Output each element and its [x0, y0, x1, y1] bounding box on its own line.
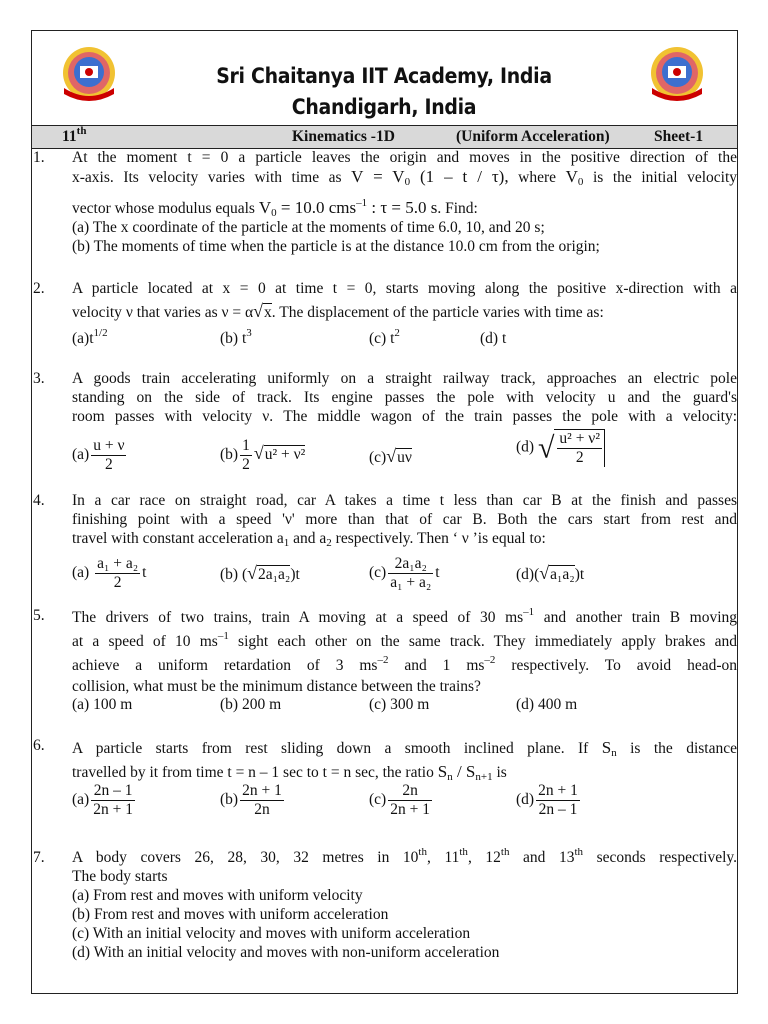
q6-option-c: (c) $\frac{2n}{2n + 1}$ [369, 782, 430, 818]
q4-option-b: (b) (√2a₁a₂)t [220, 563, 300, 583]
q5-option-a: (a) 100 m [72, 696, 133, 713]
q6-option-d: (d) $\frac{2n + 1}{2n - 1}$ [516, 782, 578, 818]
q5-option-c: (c) 300 m [369, 696, 430, 713]
q2-option-a: $(a)t^{1/2}$ [72, 327, 108, 347]
q6-option-a: (a) $\frac{2n - 1}{2n + 1}$ [72, 782, 133, 818]
q4-option-a: (a) $\frac{\text{a₁ + a₂}}{2}$ t [72, 555, 147, 591]
q2-option-d: (d) t [480, 330, 507, 347]
topic-label: Kinematics -1D [292, 128, 395, 145]
q6-option-b: (b) $\frac{2n + 1}{2n}$ [220, 782, 282, 818]
class-label: 11th [62, 125, 87, 145]
q2-option-c: (c) $t^2$ [369, 327, 400, 347]
q4-option-d: (d)(√a₁a₂)t [516, 563, 585, 583]
q3-option-d: (d) √ $\frac{\text{u² + ν²}}{2}$ [516, 429, 605, 467]
q5-option-b: (b) 200 m [220, 696, 282, 713]
subtopic-label: (Uniform Acceleration) [456, 128, 610, 145]
q3-option-b: (b) $\frac{1}{2}$ √u² + ν² [220, 437, 306, 473]
q2-option-b: (b) $t^3$ [220, 327, 252, 347]
institute-location: Chandigarh, India [291, 95, 477, 119]
q3-option-a: (a) $\frac{u + \nu}{2}$ [72, 437, 125, 473]
q4-option-c: (c) $\frac{\text{2a₁a₂}}{\text{a₁ + a₂}}$ t [369, 555, 440, 591]
sheet-label: Sheet-1 [654, 128, 704, 145]
q3-option-c: (c)√uν [369, 446, 412, 466]
institute-title: Sri Chaitanya IIT Academy, India [216, 64, 552, 88]
sheet-header-bar [32, 125, 737, 149]
q5-option-d: (d) 400 m [516, 696, 578, 713]
